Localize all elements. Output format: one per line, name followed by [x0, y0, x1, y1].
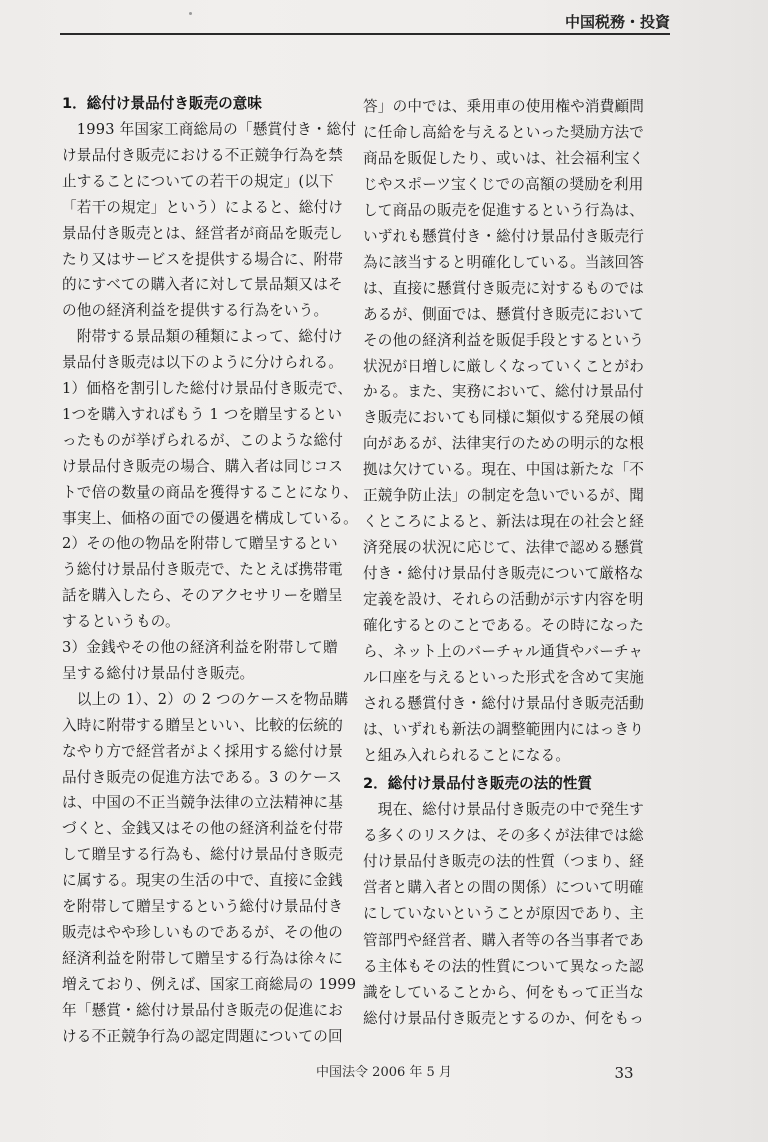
text-line: 1）価格を割引した総付け景品付き販売で、 [62, 380, 353, 397]
text-line: 正競争防止法」の制定を急いでいるが、聞 [363, 487, 645, 505]
text-line: 総付け景品付き販売とするのか、何をもっ [363, 1009, 645, 1027]
text-line: 的にすべての購入者に対して景品類又はそ [62, 276, 343, 294]
text-line: 呈する総付け景品付き販売。 [62, 664, 255, 682]
text-line: 経済利益を附帯して贈呈する行為は徐々に [62, 949, 344, 967]
text-line: たり又はサービスを提供する場合に、附帯 [62, 250, 344, 268]
section-1-heading: 1．総付け景品付き販売の意味 [62, 95, 262, 112]
text-line: じやスポーツ宝くじでの高額の奨励を利用 [363, 175, 644, 193]
text-line: その他の経済利益を販促手段とするという [363, 331, 645, 349]
text-line: 年「懸賞・総付け景品付き販売の促進にお [62, 1001, 344, 1019]
text-line: を附帯して贈呈するという総付け景品付き [62, 898, 344, 915]
text-line: 商品を販促したり、或いは、社会福利宝く [363, 149, 645, 167]
text-line: 為に該当すると明確化している。当該回答 [363, 253, 645, 271]
text-line: う総付け景品付き販売で、たとえば携帯電 [62, 561, 343, 579]
text-line: くところによると、新法は現在の社会と経 [363, 513, 645, 531]
text-line: 拠は欠けている。現在、中国は新たな「不 [363, 461, 645, 479]
footer-journal-issue: 中国法令 2006 年 5 月 [316, 1065, 452, 1080]
text-line: は、直接に懸賞付き販売に対するものでは [363, 279, 645, 297]
text-line: 増えており、例えば、国家工商総局の 1999 [62, 975, 357, 993]
text-line: に任命し高給を与えるといった奨励方法で [363, 123, 645, 141]
text-line: して贈呈する行為も、総付け景品付き販売 [62, 846, 344, 864]
text-line: は、いずれも新法の調整範囲内にはっきり [363, 720, 645, 738]
text-line: ら、ネット上のバーチャル通貨やバーチャ [363, 642, 644, 660]
running-header-title: 中国税務・投資 [564, 13, 670, 31]
text-line: る主体もその法的性質について異なった認 [363, 957, 644, 975]
text-line: 現在、総付け景品付き販売の中で発生す [363, 801, 645, 818]
text-line: づくと、金銭又はその他の経済利益を付帯 [62, 820, 344, 838]
text-line: け景品付き販売における不正競争行為を禁 [62, 146, 344, 164]
text-line: 付き・総付け景品付き販売について厳格な [363, 565, 644, 583]
page-number: 33 [614, 1064, 634, 1082]
text-line: いずれも懸賞付き・総付け景品付き販売行 [363, 227, 645, 245]
text-line: 済発展の状況に応じて、法律で認める懸賞 [363, 539, 644, 557]
text-line: 状況が日増しに厳しくなっていくことがわ [363, 357, 645, 375]
text-line: 景品付き販売は以下のように分けられる。 [62, 354, 344, 372]
text-line: するというもの。 [62, 613, 180, 631]
text-line: 2）その他の物品を附帯して贈呈するとい [62, 535, 338, 553]
text-line: あるが、側面では、懸賞付き販売において [363, 305, 645, 323]
text-line: 以上の 1）、2）の 2 つのケースを物品購 [62, 690, 349, 708]
text-line: き販売においても同様に類似する発展の傾 [363, 409, 645, 427]
text-line: される懸賞付き・総付け景品付き販売活動 [363, 694, 645, 712]
text-line: に属する。現実の生活の中で、直接に金銭 [62, 872, 343, 890]
text-line: 品付き販売の促進方法である。3 のケース [62, 768, 342, 786]
text-line: 販売はやや珍しいものであるが、その他の [62, 923, 344, 941]
text-line: トで倍の数量の商品を獲得することになり、 [62, 483, 358, 501]
scan-speck [189, 12, 192, 15]
text-line: 付け景品付き販売の法的性質（つまり、経 [363, 853, 645, 871]
text-line: なやり方で経営者がよく採用する総付け景 [62, 742, 344, 760]
text-line: の他の経済利益を提供する行為をいう。 [62, 302, 329, 320]
text-line: 定義を設け、それらの活動が示す内容を明 [363, 591, 644, 609]
text-line: 営者と購入者との間の関係）について明確 [363, 879, 644, 897]
text-line: と組み入れられることになる。 [363, 746, 571, 764]
text-line: 附帯する景品類の種類によって、総付け [62, 328, 343, 346]
text-line: 確化するとのことである。その時になった [363, 617, 645, 634]
text-line: 識をしていることから、何をもって正当な [363, 983, 645, 1001]
text-line: は、中国の不正当競争法律の立法精神に基 [62, 794, 344, 812]
text-line: 止することについての若干の規定」(以下 [62, 172, 334, 190]
section-2-heading: 2．総付け景品付き販売の法的性質 [363, 775, 593, 792]
text-line: 1993 年国家工商総局の「懸賞付き・総付 [62, 121, 357, 138]
text-line: にしていないということが原因であり、主 [363, 905, 645, 923]
text-line: 景品付き販売とは、経営者が商品を販売し [62, 224, 344, 242]
text-line: して商品の販売を促進するという行為は、 [363, 201, 645, 219]
text-line: かる。また、実務において、総付け景品付 [363, 383, 644, 401]
text-line: 管部門や経営者、購入者等の各当事者であ [363, 931, 645, 949]
text-line: 入時に附帯する贈呈といい、比較的伝統的 [62, 716, 344, 734]
text-line: 答」の中では、乗用車の使用権や消費顧問 [363, 98, 645, 115]
text-line: 向があるが、法律実行のための明示的な根 [363, 435, 645, 453]
text-line: る多くのリスクは、その多くが法律では総 [363, 827, 644, 845]
text-line: ル口座を与えるといった形式を含めて実施 [363, 668, 645, 686]
text-line: 事実上、価格の面での優遇を構成している。 [62, 509, 358, 527]
text-line: 1つを購入すればもう 1 つを贈呈するとい [62, 405, 343, 423]
text-line: 「若干の規定」という）によると、総付け [62, 198, 344, 216]
text-line: け景品付き販売の場合、購入者は同じコス [62, 457, 344, 475]
text-line: 3）金銭やその他の経済利益を附帯して贈 [62, 639, 338, 656]
text-line: 話を購入したら、そのアクセサリーを贈呈 [62, 587, 343, 605]
text-line: ったものが挙げられるが、このような総付 [62, 431, 344, 449]
text-line: ける不正競争行為の認定問題についての回 [62, 1027, 343, 1045]
header-rule [60, 33, 670, 35]
